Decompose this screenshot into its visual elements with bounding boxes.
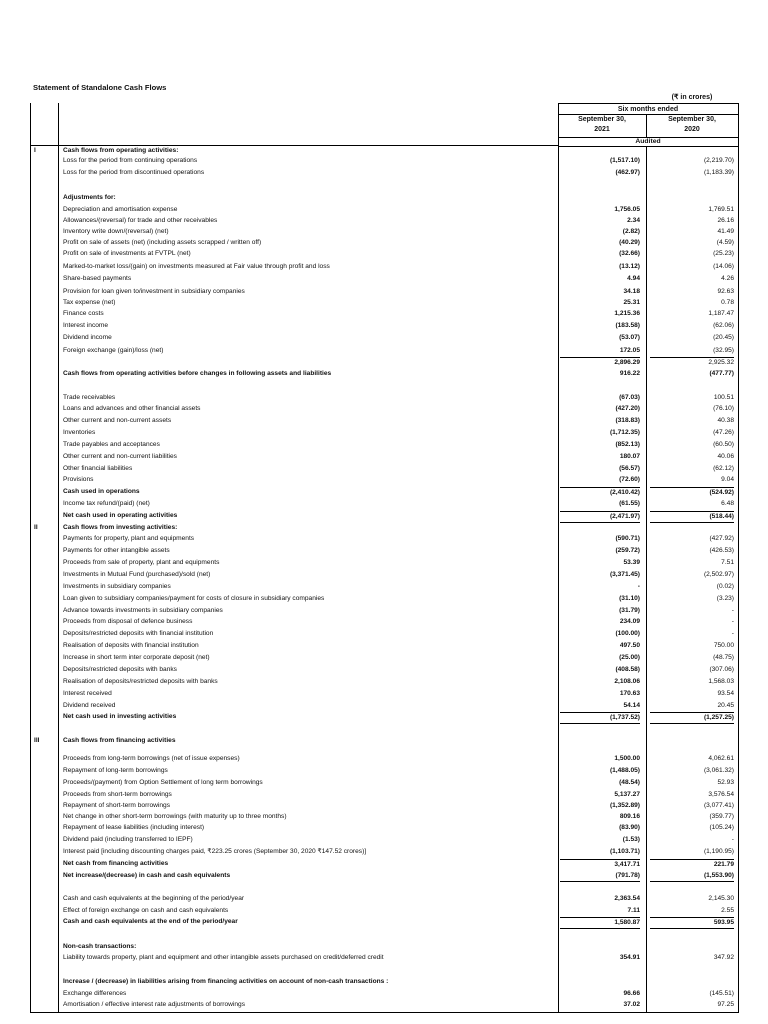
value-2020: 6.48 (721, 500, 734, 507)
column-header-2021-year: 2021 (594, 126, 610, 133)
table-row (0, 653, 768, 663)
value-2021: (1,517.10) (609, 157, 640, 164)
row-label: Investments in Mutual Fund (purchased)/sold (net) (63, 571, 211, 578)
value-2021: 2,108.06 (614, 678, 640, 685)
table-row (0, 641, 768, 651)
table-row (0, 847, 768, 857)
row-label: Other current and non-current liabilities (63, 453, 177, 460)
value-2021: (852.13) (615, 441, 640, 448)
value-2021: (408.58) (615, 666, 640, 673)
value-2021: (40.29) (619, 239, 640, 246)
value-2021: 2,363.54 (614, 895, 640, 902)
value-2021: 170.63 (619, 690, 640, 697)
value-2020: 26.16 (717, 217, 734, 224)
table-row (0, 249, 768, 259)
table-row (0, 487, 768, 497)
table-row (0, 689, 768, 699)
value-2020: - (731, 618, 734, 625)
value-2021: (2,471.97) (560, 511, 640, 523)
value-2021: (3,371.45) (609, 571, 640, 578)
value-2020: (427.92) (709, 535, 734, 542)
value-2020: 7.51 (721, 559, 734, 566)
value-2021: 25.31 (623, 299, 640, 306)
value-2020: - (731, 630, 734, 637)
value-2021: (427.20) (615, 405, 640, 412)
table-row (0, 440, 768, 450)
row-label: Proceeds from sale of property, plant and equipments (63, 559, 220, 566)
table-row (0, 309, 768, 319)
value-2020: (14.06) (713, 263, 734, 270)
row-label: Deposits/restricted deposits with financial institution (63, 630, 214, 637)
value-2020: (518.44) (650, 511, 734, 523)
table-row (0, 558, 768, 568)
row-label: Cash and cash equivalents at the end of the period/year (63, 918, 238, 925)
column-header-2020-year: 2020 (684, 126, 700, 133)
value-2021: 3,417.71 (560, 859, 640, 870)
row-label: Depreciation and amortisation expense (63, 206, 178, 213)
value-2020: (62.12) (713, 465, 734, 472)
value-2020: (60.50) (713, 441, 734, 448)
value-2021: (1,352.89) (609, 802, 640, 809)
table-row (0, 321, 768, 331)
table-row (0, 475, 768, 485)
table-row (0, 262, 768, 272)
value-2020: (4.59) (716, 239, 734, 246)
value-2020: 347.92 (713, 954, 734, 961)
value-2020: 0.78 (721, 299, 734, 306)
value-2020: 2,145.30 (708, 895, 734, 902)
table-row (0, 736, 768, 746)
row-label: Realisation of deposits with financial institution (63, 642, 199, 649)
value-2020: (105.24) (709, 824, 734, 831)
row-label: Repayment of long-term borrowings (63, 767, 168, 774)
value-2020: 4,062.61 (708, 755, 734, 762)
row-label: Advance towards investments in subsidiary companies (63, 607, 223, 614)
value-2021: (2,410.42) (560, 487, 640, 498)
value-2021: 1,500.00 (614, 755, 640, 762)
table-row (0, 606, 768, 616)
value-2021: (13.12) (619, 263, 640, 270)
table-row (0, 790, 768, 800)
value-2021: (1,737.52) (560, 712, 640, 724)
table-row (0, 766, 768, 776)
value-2021: 1,580.87 (560, 917, 640, 929)
section-number: II (34, 524, 38, 531)
table-row (0, 216, 768, 226)
value-2021: 96.66 (623, 990, 640, 997)
value-2020: (426.53) (709, 547, 734, 554)
table-row (0, 523, 768, 533)
row-label: Proceeds from disposal of defence business (63, 618, 193, 625)
row-label: Liability towards property, plant and equipment and other intangible assets purchased on credit/deferred credit (63, 954, 384, 961)
row-label: Proceeds/(payment) from Option Settlement of long term borrowings (63, 779, 263, 786)
value-2021: 2.34 (627, 217, 640, 224)
table-row (0, 989, 768, 999)
value-2020: (32.95) (713, 347, 734, 354)
table-row (0, 917, 768, 927)
row-label: Realisation of deposits/restricted deposits with banks (63, 678, 218, 685)
row-label: Increase in short term inter corporate deposit (net) (63, 654, 210, 661)
value-2020: 40.38 (717, 417, 734, 424)
value-2020: 97.25 (717, 1001, 734, 1008)
table-row (0, 812, 768, 822)
value-2020: (25.23) (713, 250, 734, 257)
value-2020: 92.63 (717, 288, 734, 295)
value-2021: (67.03) (619, 394, 640, 401)
section-number: III (34, 737, 40, 744)
value-2021: (31.79) (619, 607, 640, 614)
row-label: Deposits/restricted deposits with banks (63, 666, 177, 673)
value-2020: (3,061.32) (703, 767, 734, 774)
value-2020: 20.45 (717, 702, 734, 709)
page-title: Statement of Standalone Cash Flows (33, 83, 167, 92)
table-row (0, 582, 768, 592)
table-row (0, 146, 768, 156)
value-2020: (1,183.39) (703, 169, 734, 176)
value-2020: 41.49 (717, 228, 734, 235)
value-2021: 54.14 (623, 702, 640, 709)
table-row (0, 778, 768, 788)
value-2021: 1,215.36 (614, 310, 640, 317)
value-2020: (477.77) (709, 370, 734, 377)
table-row (0, 205, 768, 215)
value-2021: 53.39 (623, 559, 640, 566)
value-2020: 1,187.47 (708, 310, 734, 317)
table-row (0, 594, 768, 604)
row-label: Loan given to subsidiary companies/payment for costs of closure in subsidiary companies (63, 595, 325, 602)
value-2021: 37.02 (623, 1001, 640, 1008)
row-label: Other current and non-current assets (63, 417, 172, 424)
column-header-2020-date: September 30, (668, 116, 716, 123)
row-label: Net increase/(decrease) in cash and cash equivalents (63, 872, 231, 879)
row-label: Allowances/(reversal) for trade and other receivables (63, 217, 218, 224)
value-2021: (61.55) (619, 500, 640, 507)
row-label: Proceeds from short-term borrowings (63, 791, 172, 798)
table-row (0, 238, 768, 248)
value-2021: (791.78) (560, 871, 640, 882)
value-2020: (359.77) (709, 813, 734, 820)
table-row (0, 977, 768, 987)
table-row (0, 1000, 768, 1010)
row-label: Adjustments for: (63, 194, 116, 201)
row-label: Loans and advances and other financial assets (63, 405, 201, 412)
table-row (0, 617, 768, 627)
table-row (0, 835, 768, 845)
table-row (0, 499, 768, 509)
row-label: Interest income (63, 322, 109, 329)
value-2020: (62.06) (713, 322, 734, 329)
table-row (0, 754, 768, 764)
row-label: Loss for the period from discontinued operations (63, 169, 205, 176)
table-row (0, 428, 768, 438)
value-2020: 2,925.32 (650, 357, 734, 368)
value-2020: (307.06) (709, 666, 734, 673)
row-label: Profit on sale of investments at FVTPL (net) (63, 250, 191, 257)
row-label: Proceeds from long-term borrowings (net of issue expenses) (63, 755, 240, 762)
value-2020: (524.92) (650, 487, 734, 498)
table-row (0, 871, 768, 881)
unit-label: (₹ in crores) (671, 94, 713, 101)
row-label: Investments in subsidiary companies (63, 583, 171, 590)
row-label: Non-cash transactions: (63, 943, 137, 950)
value-2021: 354.91 (619, 954, 640, 961)
table-row (0, 404, 768, 414)
table-row (0, 859, 768, 869)
row-label: Cash used in operations (63, 488, 140, 495)
value-2020: (145.51) (709, 990, 734, 997)
audited-header: Audited (558, 137, 738, 147)
value-2020: 2.55 (721, 907, 734, 914)
row-label: Net change in other short-term borrowings (with maturity up to three months) (63, 813, 287, 820)
value-2020: (1,190.95) (703, 848, 734, 855)
value-2020: - (731, 607, 734, 614)
row-label: Interest received (63, 690, 112, 697)
table-row (0, 274, 768, 284)
table-row (0, 511, 768, 521)
value-2021: (183.58) (615, 322, 640, 329)
value-2020: 593.95 (650, 917, 734, 929)
value-2020: (3.23) (716, 595, 734, 602)
value-2021: 4.94 (627, 275, 640, 282)
row-label: Effect of foreign exchange on cash and cash equivalents (63, 907, 229, 914)
table-row (0, 629, 768, 639)
row-label: Increase / (decrease) in liabilities arising from financing activities on account of non-cash transactions : (63, 978, 389, 985)
row-label: Other financial liabilities (63, 465, 133, 472)
row-label: Finance costs (63, 310, 104, 317)
value-2020: 221.79 (650, 859, 734, 870)
value-2020: (76.10) (713, 405, 734, 412)
value-2020: 100.51 (713, 394, 734, 401)
row-label: Dividend received (63, 702, 116, 709)
row-label: Amortisation / effective interest rate adjustments of borrowings (63, 1001, 246, 1008)
table-row (0, 298, 768, 308)
table-row (0, 942, 768, 952)
period-header: Six months ended (558, 103, 738, 115)
value-2021: (1,103.71) (609, 848, 640, 855)
table-row (0, 156, 768, 166)
row-label: Profit on sale of assets (net) (including assets scrapped / written off) (63, 239, 262, 246)
value-2021: (100.00) (615, 630, 640, 637)
value-2020: 9.04 (721, 476, 734, 483)
row-label: Net cash used in operating activities (63, 512, 178, 519)
table-row (0, 546, 768, 556)
value-2021: 172.05 (619, 347, 640, 354)
value-2021: (56.57) (619, 465, 640, 472)
value-2020: 3,576.54 (708, 791, 734, 798)
row-label: Payments for other intangible assets (63, 547, 170, 554)
value-2021: 497.50 (619, 642, 640, 649)
value-2021: 5,137.27 (614, 791, 640, 798)
table-row (0, 953, 768, 963)
value-2021: 809.16 (619, 813, 640, 820)
value-2021: (72.60) (619, 476, 640, 483)
row-label: Inventories (63, 429, 96, 436)
row-label: Repayment of lease liabilities (including interest) (63, 824, 205, 831)
row-label: Trade payables and acceptances (63, 441, 160, 448)
table-row (0, 801, 768, 811)
row-label: Inventory write down/(reversal) (net) (63, 228, 169, 235)
value-2021: 34.18 (623, 288, 640, 295)
row-label: Marked-to-market loss/(gain) on investments measured at Fair value through profit and loss (63, 263, 330, 270)
value-2020: 1,568.03 (708, 678, 734, 685)
row-label: Cash flows from investing activities: (63, 524, 178, 531)
value-2021: (318.83) (615, 417, 640, 424)
value-2020: 1,769.51 (708, 206, 734, 213)
value-2020: 4.26 (721, 275, 734, 282)
column-header-2021-date: September 30, (578, 116, 626, 123)
table-row (0, 287, 768, 297)
table-row (0, 677, 768, 687)
row-label: Share-based payments (63, 275, 132, 282)
value-2021: 2,896.29 (560, 357, 640, 368)
table-row (0, 906, 768, 916)
row-label: Payments for property, plant and equipments (63, 535, 195, 542)
table-row (0, 227, 768, 237)
value-2021: (2.82) (622, 228, 640, 235)
row-label: Cash and cash equivalents at the beginning of the period/year (63, 895, 245, 902)
value-2021: (1,488.05) (609, 767, 640, 774)
section-number: I (34, 147, 36, 154)
value-2021: (259.72) (615, 547, 640, 554)
row-label: Interest paid [including discounting charges paid, ₹223.25 crores (September 30, 2020 ₹147.52 crores)] (63, 848, 367, 855)
value-2021: - (637, 583, 640, 590)
row-label: Net cash used in investing activities (63, 713, 177, 720)
table-row (0, 464, 768, 474)
value-2021: (1,712.35) (609, 429, 640, 436)
value-2021: 1,756.05 (614, 206, 640, 213)
table-row (0, 416, 768, 426)
row-label: Loss for the period from continuing operations (63, 157, 198, 164)
value-2021: (462.97) (615, 169, 640, 176)
row-label: Foreign exchange (gain)/loss (net) (63, 347, 164, 354)
row-label: Tax expense (net) (63, 299, 116, 306)
value-2020: 750.00 (713, 642, 734, 649)
value-2020: (2,502.97) (703, 571, 734, 578)
table-row (0, 193, 768, 203)
row-label: Repayment of short-term borrowings (63, 802, 171, 809)
table-row (0, 534, 768, 544)
table-row (0, 894, 768, 904)
value-2020: 93.54 (717, 690, 734, 697)
table-row (0, 712, 768, 722)
value-2020: (20.45) (713, 334, 734, 341)
row-label: Exchange differences (63, 990, 127, 997)
table-row (0, 346, 768, 356)
value-2020: (2,219.70) (703, 157, 734, 164)
row-label: Cash flows from operating activities before changes in following assets and liabilities (63, 370, 332, 377)
value-2021: (1.53) (622, 836, 640, 843)
row-label: Provisions (63, 476, 94, 483)
value-2020: (0.02) (716, 583, 734, 590)
table-row (0, 570, 768, 580)
table-row (0, 369, 768, 379)
table-row (0, 823, 768, 833)
value-2021: (48.54) (619, 779, 640, 786)
table-row (0, 357, 768, 367)
value-2020: (1,553.90) (650, 871, 734, 882)
value-2020: (48.75) (713, 654, 734, 661)
value-2020: 40.06 (717, 453, 734, 460)
table-row (0, 333, 768, 343)
row-label: Dividend income (63, 334, 112, 341)
value-2021: 7.11 (627, 907, 640, 914)
value-2020: (3,077.41) (703, 802, 734, 809)
table-row (0, 701, 768, 711)
row-label: Cash flows from financing activities (63, 737, 176, 744)
row-label: Income tax refund/(paid) (net) (63, 500, 150, 507)
value-2021: (83.90) (619, 824, 640, 831)
table-row (0, 665, 768, 675)
row-label: Net cash from financing activities (63, 860, 169, 867)
value-2021: (590.71) (615, 535, 640, 542)
value-2021: (25.00) (619, 654, 640, 661)
value-2021: (32.66) (619, 250, 640, 257)
row-label: Trade receivables (63, 394, 116, 401)
table-row (0, 168, 768, 178)
value-2021: 916.22 (619, 370, 640, 377)
row-label: Provision for loan given to/investment in subsidiary companies (63, 288, 245, 295)
value-2020: 52.93 (717, 779, 734, 786)
value-2020: (1,257.25) (650, 712, 734, 724)
value-2021: (31.10) (619, 595, 640, 602)
value-2021: 180.07 (619, 453, 640, 460)
table-row (0, 452, 768, 462)
value-2020: - (731, 836, 734, 843)
value-2021: 234.09 (619, 618, 640, 625)
row-label: Dividend paid (including transferred to IEPF) (63, 836, 193, 843)
table-row (0, 393, 768, 403)
value-2021: (53.07) (619, 334, 640, 341)
value-2020: (47.26) (713, 429, 734, 436)
row-label: Cash flows from operating activities: (63, 147, 179, 154)
